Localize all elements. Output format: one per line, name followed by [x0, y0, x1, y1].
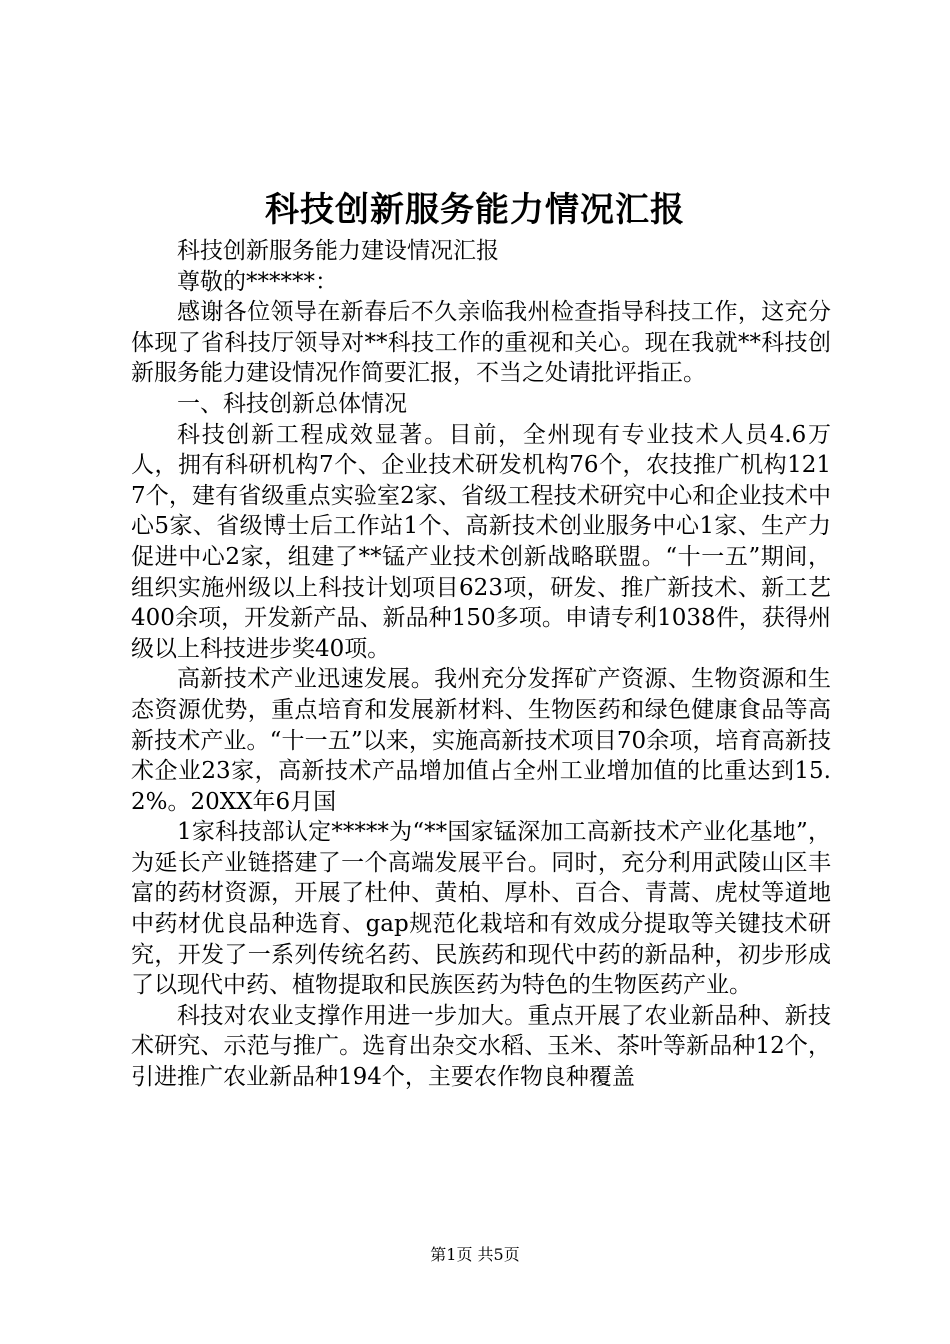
document-body	[131, 236, 831, 1093]
section-heading: 一、科技创新总体情况	[177, 390, 407, 417]
paragraph-intro: 感谢各位领导在新春后不久亲临我州检查指导科技工作，这充分体现了省科技厅领导对**科技工作的重视和关心。现在我就**科技创新服务能力建设情况作简要汇报，不当之处请批评指正。	[131, 299, 831, 387]
paragraph-agriculture: 科技对农业支撑作用进一步加大。重点开展了农业新品种、新技术研究、示范与推广。选育出杂交水稻、玉米、茶叶等新品种12个，引进推广农业新品种194个，主要农作物良种覆盖	[131, 1002, 831, 1091]
paragraph-salutation: 尊敬的******：	[177, 268, 338, 295]
paragraph-subtitle: 科技创新服务能力建设情况汇报	[177, 238, 499, 264]
paragraph-hightech: 高新技术产业迅速发展。我州充分发挥矿产资源、生物资源和生态资源优势，重点培育和发展新材料、生物医药和绿色健康食品等高新技术产业。“十一五”以来，实施高新技术项目70余项，培育高新技术企业23家，高新技术产品增加值占全州工业增加值的比重达到15.2%。20XX年6月国	[131, 666, 831, 815]
paragraph-base: 1家科技部认定*****为“**国家锰深加工高新技术产业化基地”，为延长产业链搭建了一个高端发展平台。同时，充分利用武陵山区丰富的药材资源，开展了杜仲、黄柏、厚朴、百合、青蒿、虎杖等道地中药材优良品种选育、gap规范化栽培和有效成分提取等关键技术研究，开发了一系列传统名药、民族药和现代中药的新品种，初步形成了以现代中药、植物提取和民族医药为特色的生物医药产业。	[131, 819, 831, 999]
document-title: 科技创新服务能力情况汇报	[265, 190, 685, 230]
paragraph-innovation: 科技创新工程成效显著。目前，全州现有专业技术人员4.6万人，拥有科研机构7个、企业技术研发机构76个，农技推广机构1217个，建有省级重点实验室2家、省级工程技术研究中心和企业技术中心5家、省级博士后工作站1个、高新技术创业服务中心1家、生产力促进中心2家，组建了**锰产业技术创新战略联盟。“十一五”期间，组织实施州级以上科技计划项目623项，研发、推广新技术、新工艺400余项，开发新产品、新品种150多项。申请专利1038件，获得州级以上科技进步奖40项。	[131, 421, 831, 662]
page-footer: 第1页 共5页	[430, 1245, 520, 1264]
